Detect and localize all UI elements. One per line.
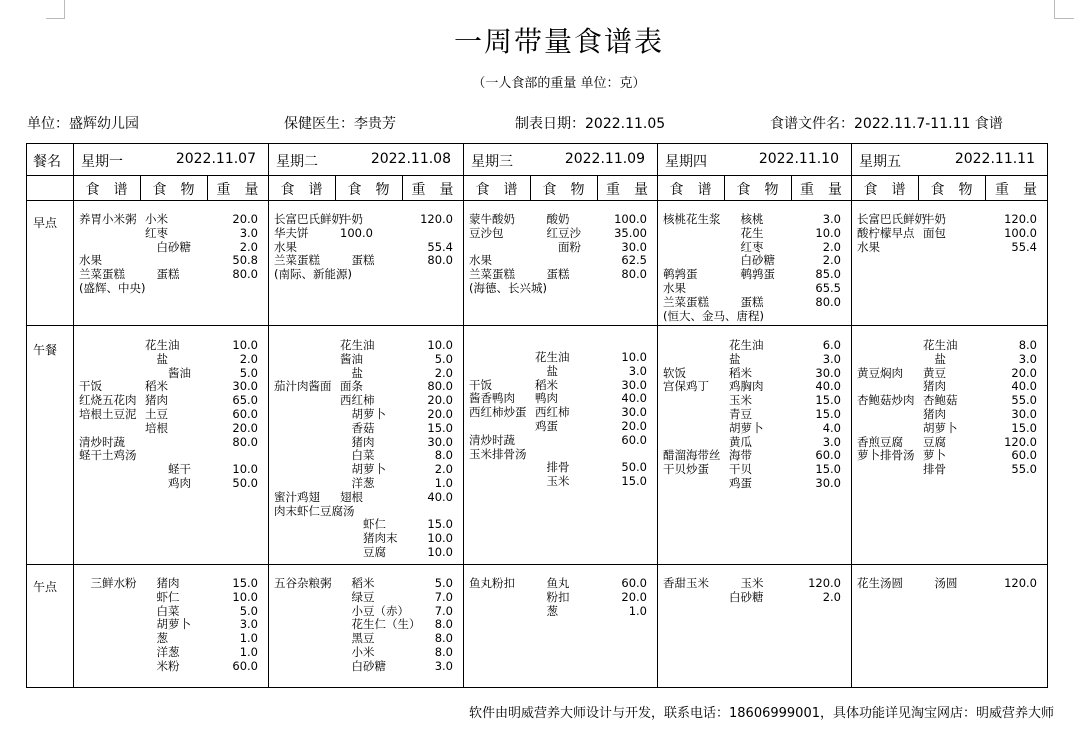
food-weight: 40.0: [1011, 379, 1037, 394]
day-name: 星期一: [81, 154, 123, 170]
food-weight: 120.0: [1004, 434, 1037, 449]
food-weight: 8.0: [434, 617, 453, 632]
food-name: 面粉: [535, 239, 581, 254]
food-name: 牛奶: [340, 212, 363, 226]
meal-name: 早点: [33, 216, 58, 230]
food-weight: 3.0: [239, 225, 258, 240]
dish-name: 红烧五花肉: [79, 393, 137, 408]
food-weight: 60.0: [232, 407, 258, 421]
food-name: 牛奶: [923, 212, 946, 226]
food-name: 盐: [923, 351, 946, 366]
food-weight: 30.0: [815, 476, 841, 490]
food-weight: 120.0: [808, 576, 841, 590]
dish-name: 香煎豆腐: [857, 434, 903, 449]
food-weight: 20.0: [232, 212, 258, 226]
food-weight: 60.0: [815, 448, 841, 463]
food-name: 稻米: [145, 379, 168, 394]
food-weight: 65.0: [232, 393, 258, 408]
dish-name: 三鲜水粉: [79, 576, 137, 590]
food-weight: 20.0: [621, 419, 647, 433]
food-weight: 2.0: [434, 365, 453, 380]
food-weight: 15.0: [427, 420, 453, 435]
food-name: 粉扣: [535, 589, 570, 604]
food-name: 鱼丸: [535, 576, 570, 590]
column-subheader: 食 谱: [280, 182, 323, 198]
food-name: 豆腐: [923, 434, 946, 449]
food-name: 杏鲍菇: [923, 393, 958, 408]
food-weight: 80.0: [815, 294, 841, 309]
food-name: 花生油: [923, 338, 958, 352]
food-name: 豆腐: [340, 545, 386, 559]
food-name: 洋葱: [145, 645, 180, 659]
food-name: 鸭肉: [535, 391, 558, 406]
dish-name: 华夫饼: [274, 225, 309, 240]
food-name: 黄瓜: [729, 434, 752, 449]
food-name: 小米: [145, 212, 168, 226]
food-name: 猪肉末: [340, 531, 398, 546]
food-weight: 10.0: [232, 338, 258, 352]
dish-name: 杏鲍菇炒肉: [857, 393, 915, 408]
column-subheader: 食 谱: [475, 182, 518, 198]
food-name: 花生油: [729, 338, 764, 352]
food-weight: 15.0: [815, 407, 841, 421]
food-weight: 15.0: [815, 462, 841, 477]
dish-name: 醋溜海带丝: [663, 448, 721, 463]
food-name: 盐: [340, 365, 363, 380]
food-name: 香菇: [340, 420, 375, 435]
food-weight: 80.0: [232, 267, 258, 282]
dish-name: 蒙牛酸奶: [469, 212, 515, 226]
food-name: 红枣: [145, 225, 168, 240]
food-weight: 85.0: [815, 267, 841, 282]
food-weight: 55.0: [1011, 462, 1037, 477]
dish-name: 五谷杂粮粥: [274, 576, 332, 590]
food-weight: 15.0: [815, 393, 841, 408]
food-weight: 20.0: [1011, 365, 1037, 380]
food-name: 蛋糕: [145, 267, 180, 282]
column-subheader: 食 谱: [85, 182, 128, 198]
food-weight: 3.0: [434, 658, 453, 673]
food-weight: 50.0: [232, 476, 258, 490]
food-weight: 2.0: [434, 462, 453, 477]
food-name: 蛋糕: [535, 267, 570, 282]
food-weight: 30.0: [621, 405, 647, 420]
food-weight: 5.0: [434, 576, 453, 590]
food-weight: 15.0: [621, 474, 647, 489]
food-name: 胡萝卜: [145, 617, 191, 632]
food-weight: 5.0: [434, 351, 453, 366]
food-name: 小豆（赤）: [340, 603, 409, 618]
food-weight: 2.0: [239, 351, 258, 366]
food-weight: 80.0: [427, 379, 453, 394]
food-name: 米粉: [145, 658, 180, 673]
food-weight: 62.5: [621, 253, 647, 268]
day-date: 2022.11.11: [954, 151, 1035, 167]
meal-column-header: 餐名: [33, 154, 61, 170]
food-weight: 5.0: [239, 603, 258, 618]
food-name: 黑豆: [340, 631, 375, 646]
food-name: 盐: [535, 363, 558, 378]
dish-name: 酱香鸭肉: [469, 391, 515, 406]
dish-name: 肉末虾仁豆腐汤: [274, 503, 355, 518]
meal-name: 午点: [33, 580, 58, 594]
day-date: 2022.11.10: [758, 151, 839, 167]
food-weight: 80.0: [232, 434, 258, 449]
food-weight: 1.0: [239, 631, 258, 646]
food-weight: 3.0: [628, 363, 647, 378]
food-weight: 30.0: [621, 239, 647, 254]
food-weight: 60.0: [621, 576, 647, 590]
dish-name: 黄豆焖肉: [857, 365, 903, 380]
food-name: 鹌鹑蛋: [729, 267, 775, 282]
column-subheader: 重 量: [995, 182, 1037, 198]
dish-name: 豆沙包: [469, 225, 504, 240]
meal-name: 午餐: [33, 343, 58, 357]
dish-name: 花生汤圆: [857, 576, 903, 590]
page-title: 一周带量食谱表: [453, 25, 664, 58]
food-name: 白砂糖: [145, 239, 191, 254]
food-weight: 40.0: [427, 489, 453, 504]
food-weight: 7.0: [434, 603, 453, 618]
food-name: 鸡蛋: [729, 476, 752, 490]
food-name: 白砂糖: [729, 589, 764, 604]
dish-name: 玉米排骨汤: [469, 446, 527, 461]
food-name: 酸奶: [535, 212, 570, 226]
column-subheader: 食 物: [736, 182, 779, 198]
food-weight: 65.5: [815, 281, 841, 295]
dish-name: 香甜玉米: [663, 576, 709, 590]
dish-name: 茄汁肉酱面: [274, 379, 332, 394]
footer-credit: 软件由明威营养大师设计与开发，联系电话：18606999001，具体功能详见淘宝网店：明威营养大师: [469, 706, 1054, 721]
dish-name: (海德、长兴城): [469, 281, 547, 295]
food-name: 萝卜: [923, 448, 946, 463]
food-name: 胡萝卜: [729, 420, 764, 435]
food-weight: 100.0: [614, 212, 647, 226]
food-weight: 8.0: [434, 631, 453, 646]
food-name: 白菜: [340, 448, 375, 463]
dish-name: 核桃花生浆: [663, 212, 721, 226]
food-weight: 6.0: [822, 338, 841, 352]
dish-name: (恒大、金马、唐程): [663, 308, 764, 323]
dish-name: 宫保鸡丁: [663, 379, 709, 394]
food-name: 青豆: [729, 407, 752, 421]
food-name: 猪肉: [340, 434, 375, 449]
food-weight: 2.0: [239, 239, 258, 254]
food-name: 玉米: [729, 393, 752, 408]
food-weight: 2.0: [822, 239, 841, 254]
day-name: 星期四: [665, 154, 707, 170]
food-name: 洋葱: [340, 476, 375, 490]
dish-name: (南际、新能源): [274, 267, 352, 282]
food-weight: 15.0: [427, 517, 453, 532]
column-subheader: 食 谱: [669, 182, 712, 198]
dish-name: (盛辉、中央): [79, 281, 146, 295]
food-name: 西红柿: [535, 405, 570, 420]
food-weight: 20.0: [621, 589, 647, 604]
food-name: 猪肉: [145, 576, 180, 590]
dish-name: 养胃小米粥: [79, 212, 137, 226]
dish-name: 培根土豆泥: [79, 407, 137, 421]
dish-name: 萝卜排骨汤: [857, 448, 915, 463]
dish-name: 长富巴氏鲜奶: [857, 212, 926, 226]
food-weight: 3.0: [822, 434, 841, 449]
food-name: 土豆: [145, 407, 168, 421]
food-name: 红豆沙: [535, 225, 581, 240]
food-name: 黄豆: [923, 365, 946, 380]
food-name: 干贝: [729, 462, 752, 477]
food-name: 蛏干: [145, 462, 191, 477]
food-weight: 8.0: [1018, 338, 1037, 352]
dish-name: 软饭: [663, 365, 686, 380]
food-name: 胡萝卜: [923, 420, 958, 435]
food-name: 排骨: [923, 462, 946, 477]
food-name: 稻米: [535, 377, 558, 392]
dish-name: 水果: [274, 239, 297, 254]
food-name: 胡萝卜: [340, 407, 386, 421]
food-weight: 10.0: [815, 225, 841, 240]
dish-name: 水果: [663, 281, 686, 295]
day-name: 星期五: [859, 154, 901, 170]
food-weight: 40.0: [815, 379, 841, 394]
food-name: 翅根: [340, 489, 363, 504]
food-name: 胡萝卜: [340, 462, 386, 477]
food-weight: 15.0: [232, 576, 258, 590]
food-weight: 8.0: [434, 448, 453, 463]
food-name: 海带: [729, 448, 752, 463]
dish-name: 兰菜蛋糕: [274, 253, 320, 268]
food-weight: 15.0: [1011, 420, 1037, 435]
food-name: 花生油: [145, 338, 180, 352]
food-weight: 20.0: [232, 420, 258, 435]
food-weight: 50.0: [621, 460, 647, 475]
food-name: 花生: [729, 225, 764, 240]
food-weight: 2.0: [822, 253, 841, 268]
food-name: 绿豆: [340, 589, 375, 604]
food-name: 核桃: [729, 212, 764, 226]
food-name: 西红柿: [340, 393, 375, 408]
food-name: 蛋糕: [729, 294, 764, 309]
food-name: 猪肉: [923, 407, 946, 421]
food-weight: 30.0: [427, 434, 453, 449]
food-weight: 30.0: [815, 365, 841, 380]
dish-name: 长富巴氏鲜奶: [274, 212, 343, 226]
day-date: 2022.11.09: [564, 151, 645, 167]
food-weight: 35.00: [614, 225, 647, 240]
food-name: 花生仁（生）: [340, 617, 421, 632]
food-name: 稻米: [340, 576, 375, 590]
dish-name: 酸柠檬早点: [857, 225, 915, 240]
column-subheader: 重 量: [606, 182, 648, 198]
food-name: 猪肉: [923, 379, 946, 394]
dish-name: 鹌鹑蛋: [663, 267, 698, 282]
food-name: 小米: [340, 645, 375, 659]
food-weight: 60.0: [621, 432, 647, 447]
column-subheader: 食 物: [542, 182, 585, 198]
dish-name: 蛏干土鸡汤: [79, 448, 137, 463]
food-weight: 10.0: [621, 350, 647, 364]
food-name: 猪肉: [145, 393, 168, 408]
food-name: 培根: [145, 420, 168, 435]
food-weight: 55.4: [1011, 239, 1037, 254]
food-weight: 20.0: [427, 393, 453, 408]
dish-name: 鱼丸粉扣: [469, 576, 515, 590]
dish-name: 水果: [469, 253, 492, 268]
column-subheader: 食 谱: [863, 182, 906, 198]
food-name: 100.0: [340, 225, 373, 240]
food-weight: 10.0: [232, 462, 258, 477]
food-weight: 120.0: [1004, 212, 1037, 226]
food-name: 盐: [729, 351, 741, 366]
food-weight: 40.0: [621, 391, 647, 406]
food-name: 白菜: [145, 603, 180, 618]
food-weight: 100.0: [1004, 225, 1037, 240]
food-name: 鸡胸肉: [729, 379, 764, 394]
food-name: 虾仁: [145, 589, 180, 604]
date-label: 制表日期：2022.11.05: [515, 116, 666, 132]
unit-label: 单位：盛辉幼儿园: [27, 116, 139, 132]
food-weight: 60.0: [232, 658, 258, 673]
food-name: 酱油: [145, 365, 191, 380]
food-weight: 55.0: [1011, 393, 1037, 408]
food-weight: 3.0: [239, 617, 258, 632]
food-name: 葱: [535, 603, 558, 618]
food-weight: 50.8: [232, 253, 258, 268]
day-name: 星期二: [276, 154, 318, 170]
food-weight: 8.0: [434, 645, 453, 659]
food-weight: 4.0: [822, 420, 841, 435]
food-name: 鸡蛋: [535, 419, 558, 433]
column-subheader: 重 量: [411, 182, 454, 198]
food-weight: 1.0: [628, 603, 647, 618]
day-date: 2022.11.07: [175, 151, 256, 167]
day-date: 2022.11.08: [370, 151, 451, 167]
food-name: 白砂糖: [340, 658, 386, 673]
food-weight: 5.0: [239, 365, 258, 380]
food-name: 花生油: [535, 350, 570, 364]
dish-name: 蜜汁鸡翅: [274, 489, 320, 504]
dish-name: 兰菜蛋糕: [79, 267, 125, 282]
food-weight: 80.0: [621, 267, 647, 282]
food-name: 排骨: [535, 460, 570, 475]
page-subtitle: （一人食部的重量 单位：克）: [472, 76, 646, 91]
column-subheader: 重 量: [800, 182, 842, 198]
food-weight: 120.0: [420, 212, 453, 226]
food-name: 盐: [145, 351, 168, 366]
dish-name: 兰菜蛋糕: [469, 267, 515, 282]
food-name: 面条: [340, 379, 363, 394]
food-weight: 30.0: [1011, 407, 1037, 421]
dish-name: 兰菜蛋糕: [663, 294, 709, 309]
food-weight: 80.0: [427, 253, 453, 268]
food-name: 花生油: [340, 338, 375, 352]
food-name: 玉米: [729, 576, 764, 590]
dish-name: 干饭: [469, 377, 492, 392]
dish-name: 水果: [79, 253, 102, 268]
food-weight: 1.0: [239, 645, 258, 659]
food-weight: 1.0: [434, 476, 453, 490]
food-weight: 10.0: [427, 338, 453, 352]
food-name: 酱油: [340, 351, 363, 366]
food-name: 白砂糖: [729, 253, 775, 268]
food-weight: 60.0: [1011, 448, 1037, 463]
food-name: 虾仁: [340, 517, 386, 532]
food-name: 葱: [145, 631, 168, 646]
column-subheader: 食 物: [930, 182, 973, 198]
dish-name: 西红柿炒蛋: [469, 405, 527, 420]
food-name: 鸡肉: [145, 476, 191, 490]
food-name: 汤圆: [923, 576, 958, 590]
dish-name: 清炒时蔬: [79, 434, 125, 449]
dish-name: 水果: [857, 239, 880, 254]
file-label: 食谱文件名：2022.11.7-11.11 食谱: [770, 116, 1003, 132]
food-weight: 30.0: [232, 379, 258, 394]
food-weight: 2.0: [822, 589, 841, 604]
food-weight: 7.0: [434, 589, 453, 604]
column-subheader: 重 量: [216, 182, 259, 198]
food-weight: 10.0: [232, 589, 258, 604]
food-name: 蛋糕: [340, 253, 375, 268]
food-weight: 55.4: [427, 239, 453, 254]
doctor-label: 保健医生：李贵芳: [284, 116, 396, 132]
food-name: 红枣: [729, 239, 764, 254]
column-subheader: 食 物: [152, 182, 195, 198]
food-weight: 3.0: [1018, 351, 1037, 366]
column-subheader: 食 物: [347, 182, 390, 198]
food-weight: 30.0: [621, 377, 647, 392]
food-name: 稻米: [729, 365, 752, 380]
food-name: 玉米: [535, 474, 570, 489]
food-weight: 10.0: [427, 531, 453, 546]
dish-name: 清炒时蔬: [469, 432, 515, 447]
dish-name: 干贝炒蛋: [663, 462, 709, 477]
food-weight: 20.0: [427, 407, 453, 421]
food-weight: 10.0: [427, 545, 453, 559]
day-name: 星期三: [471, 154, 513, 170]
food-weight: 3.0: [822, 212, 841, 226]
food-weight: 120.0: [1004, 576, 1037, 590]
food-weight: 3.0: [822, 351, 841, 366]
food-name: 面包: [923, 225, 946, 240]
dish-name: 干饭: [79, 379, 102, 394]
